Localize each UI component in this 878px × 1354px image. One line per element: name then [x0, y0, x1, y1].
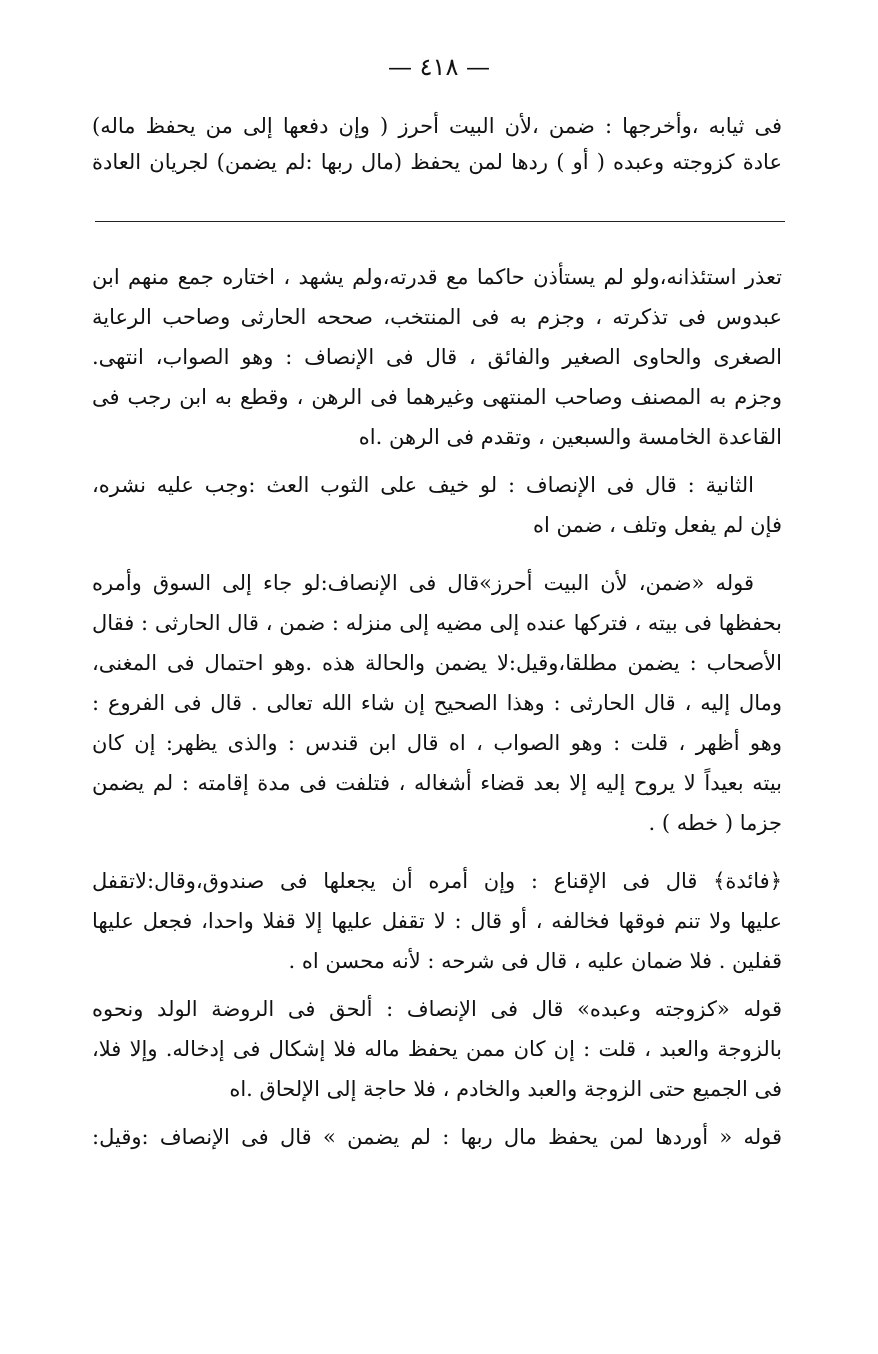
footnote-line: وهو أظهر ، قلت : وهو الصواب ، اه قال ابن قندس : والذى يظهر: إن كان: [92, 731, 782, 755]
main-text-line: فى ثيابه ،وأخرجها : ضمن ،لأن البيت أحرز ( وإن دفعها إلى من يحفظ ماله): [92, 114, 782, 138]
footnote-line: عليها ولا تنم فوقها فخالفه ، أو قال : لا تقفل عليها إلا قفلا واحدا، فجعل عليها: [92, 909, 782, 933]
footnote-line: عبدوس فى تذكرته ، وجزم به فى المنتخب، صححه الحارثى وصاحب الرعاية: [92, 305, 782, 329]
footnote-line: جزما ( خطه ) .: [648, 811, 782, 835]
footnote-line: الصغرى والحاوى الصغير والفائق ، قال فى الإنصاف : وهو الصواب، انتهى.: [92, 345, 782, 369]
footnote-line: فإن لم يفعل وتلف ، ضمن اه: [532, 513, 782, 537]
main-text: [92, 108, 782, 180]
footnote-paragraph: [92, 257, 782, 457]
footnote-line: قوله «ضمن، لأن البيت أحرز»قال فى الإنصاف:لو جاء إلى السوق وأمره: [92, 571, 754, 595]
footnote-line: قوله « أوردها لمن يحفظ مال ربها : لم يضمن » قال فى الإنصاف :وقيل:: [92, 1125, 782, 1149]
main-text-line: عادة كزوجته وعبده ( أو ) ردها لمن يحفظ (مال ربها :لم يضمن) لجريان العادة: [92, 150, 782, 174]
footnote-line: القاعدة الخامسة والسبعين ، وتقدم فى الرهن .اه: [358, 425, 782, 449]
footnote-line: بيته بعيداً لا يروح إليه إلا بعد قضاء أشغاله ، فتلفت فى مدة إقامته : لم يضمن: [92, 771, 782, 795]
footnote-line: تعذر استئذانه،ولو لم يستأذن حاكما مع قدرته،ولم يشهد ، اختاره جمع منهم ابن: [92, 265, 782, 289]
footnote-line: قفلين . فلا ضمان عليه ، قال فى شرحه : لأنه محسن اه .: [288, 949, 782, 973]
footnote-paragraph: [92, 861, 782, 981]
footnote-line: ﴿فائدة﴾ قال فى الإقناع : وإن أمره أن يجعلها فى صندوق،وقال:لاتقفل: [92, 869, 782, 893]
footnotes: [92, 257, 782, 1165]
footnote-divider: [95, 221, 785, 222]
footnote-paragraph: [92, 465, 782, 545]
footnote-line: ومال إليه ، قال الحارثى : وهذا الصحيح إن شاء الله تعالى . قال فى الفروع :: [92, 691, 782, 715]
footnote-line: الثانية : قال فى الإنصاف : لو خيف على الثوب العث :وجب عليه نشره،: [92, 473, 754, 497]
footnote-paragraph: [92, 1117, 782, 1157]
footnote-paragraph: [92, 563, 782, 843]
footnote-line: الأصحاب : يضمن مطلقا،وقيل:لا يضمن والحالة هذه .وهو احتمال فى المغنى،: [92, 651, 782, 675]
footnote-line: وجزم به المصنف وصاحب المنتهى وغيرهما فى الرهن ، وقطع به ابن رجب فى: [92, 385, 782, 409]
footnote-line: بالزوجة والعبد ، قلت : إن كان ممن يحفظ ماله فلا إشكال فى إدخاله. وإلا فلا،: [92, 1037, 782, 1061]
footnote-line: قوله «كزوجته وعبده» قال فى الإنصاف : ألحق فى الروضة الولد ونحوه: [92, 997, 782, 1021]
footnote-line: بحفظها فى بيته ، فتركها عنده إلى مضيه إلى منزله : ضمن ، قال الحارثى : فقال: [92, 611, 782, 635]
footnote-line: فى الجميع حتى الزوجة والعبد والخادم ، فلا حاجة إلى الإلحاق .اه: [229, 1077, 782, 1101]
footnote-paragraph: [92, 989, 782, 1109]
page-number: — ٤١٨ —: [388, 53, 490, 81]
